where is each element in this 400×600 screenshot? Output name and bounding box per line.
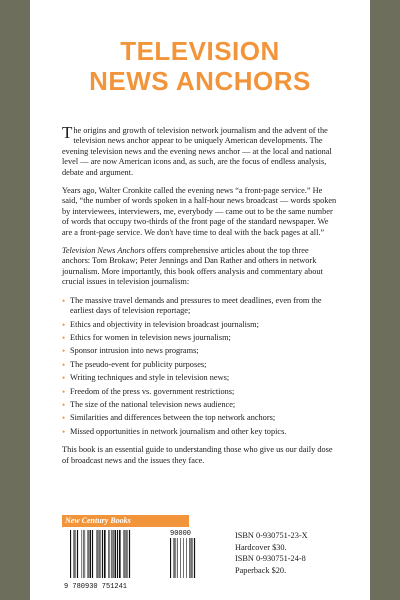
barcode-bar [128,530,129,578]
barcode-bar [124,530,125,578]
barcode-bar [110,530,111,578]
bullet-icon: • [62,346,66,357]
barcode-bar [126,530,127,578]
topic-item [62,427,338,437]
topic-item [62,320,338,330]
barcode-bar [174,538,175,578]
isbn-line: ISBN 0-930751-24-8 [235,554,306,563]
topic-item [62,413,338,423]
barcode-bar [83,530,84,578]
closing-paragraph: This book is an essential guide to understanding those who give us our daily dose of broadcast news and the issues they face. [62,445,333,465]
title-line-1: TELEVISION [120,36,280,66]
barcode-bar [82,530,83,578]
barcode-bar [111,530,112,578]
topic-text: Ethics for women in television news journalism; [70,332,231,342]
barcode-bar [70,530,71,578]
book-title [30,36,370,96]
barcode-bar [177,538,178,578]
topic-list [62,296,338,437]
barcode-bar [85,530,86,578]
barcode-bar [74,530,75,578]
topic-text: Ethics and objectivity in television broadcast journalism; [70,319,259,329]
title-line-2: NEWS ANCHORS [89,66,311,96]
barcode-bar [108,530,109,578]
isbn-price-block [235,530,345,576]
topic-text: Freedom of the press vs. government restrictions; [70,386,235,396]
barcode-bar [115,530,117,578]
barcode-bar [176,538,177,578]
topic-item [62,400,338,410]
barcode-bar [76,530,77,578]
topic-text: Writing techniques and style in television news; [70,373,230,383]
isbn-line: Hardcover $30. [235,542,287,552]
bullet-icon: • [62,295,66,306]
bullet-icon: • [62,332,66,343]
isbn-line: Paperback $20. [235,565,287,575]
topic-item [62,360,338,370]
book-title-italic: Television News Anchors [62,246,145,256]
topic-item [62,346,338,356]
barcode-bar [194,538,195,578]
barcode-bar [97,530,98,578]
barcode-bar [119,530,121,578]
topic-text: Missed opportunities in network journalism and other key topics. [70,426,287,436]
topic-text: The massive travel demands and pressures to meet deadlines, even from the earliest days of television reportage; [70,295,322,316]
topic-item [62,296,338,317]
barcode-main-number: 9 780930 751241 [64,583,128,590]
topic-text: Similarities and differences between the top network anchors; [70,413,276,423]
barcode-bar [104,530,106,578]
topic-item [62,387,338,397]
bullet-icon: • [62,386,66,397]
bullet-icon: • [62,399,66,410]
description [62,123,338,474]
bullet-icon: • [62,319,66,330]
barcode-bar [92,530,93,578]
bullet-icon: • [62,426,66,437]
barcode-bar [129,530,130,578]
barcode-bar [180,538,181,578]
intro-text: he origins and growth of television network journalism and the advent of the television news anchor appear to be uniquely American developments. The evening television news and the evening news anchor — at the local and national level — are now American icons and, as such, are the focus of endless analysis, debate and argument. [62,126,332,177]
topic-text: Sponsor intrusion into news programs; [70,346,199,356]
offers-paragraph [62,246,338,288]
bullet-icon: • [62,413,66,424]
publisher-name: New Century Books [62,515,189,527]
topic-item [62,333,338,343]
barcode-bar [186,538,187,578]
drop-cap: T [62,123,73,142]
bullet-icon: • [62,359,66,370]
cronkite-paragraph: Years ago, Walter Cronkite called the evening news “a front-page service.” He said, “the number of words spoken in a half-hour news broadcast — words spoken by interviewees, interviewers, me, everybody — came out to be the same number of words that occupy two-thirds of the front page of the standard newspaper. We are a front-page service. We don't have time to deal with the back pages at all.” [62,186,337,237]
barcode-bar [170,538,171,578]
barcode-bar [113,530,114,578]
barcode-bar [99,530,100,578]
barcode-bar [189,538,190,578]
barcode-bar [117,530,118,578]
intro-paragraph [62,123,338,178]
topic-item [62,373,338,383]
barcode-bar [193,538,194,578]
topic-text: The size of the national television news audience; [70,399,236,409]
isbn-line: ISBN 0-930751-23-X [235,531,308,540]
offers-text: offers comprehensive articles about the top three anchors: Tom Brokaw; Peter Jennings and Dan Rather and others in network journalism. More importantly, this book offers analysis and commentary about crucial issues in television journalism: [62,246,323,287]
barcode-bar [90,530,92,578]
barcode-bar [88,530,89,578]
back-cover [30,0,370,600]
barcode-bar [183,538,184,578]
barcode [62,528,212,590]
barcode-bar [191,538,192,578]
barcode-addon-number: 90000 [170,530,192,538]
barcode-bar [77,530,78,578]
barcode-bar [102,530,103,578]
bullet-icon: • [62,373,66,384]
barcode-bar [101,530,102,578]
topic-text: The pseudo-event for publicity purposes; [70,359,207,369]
